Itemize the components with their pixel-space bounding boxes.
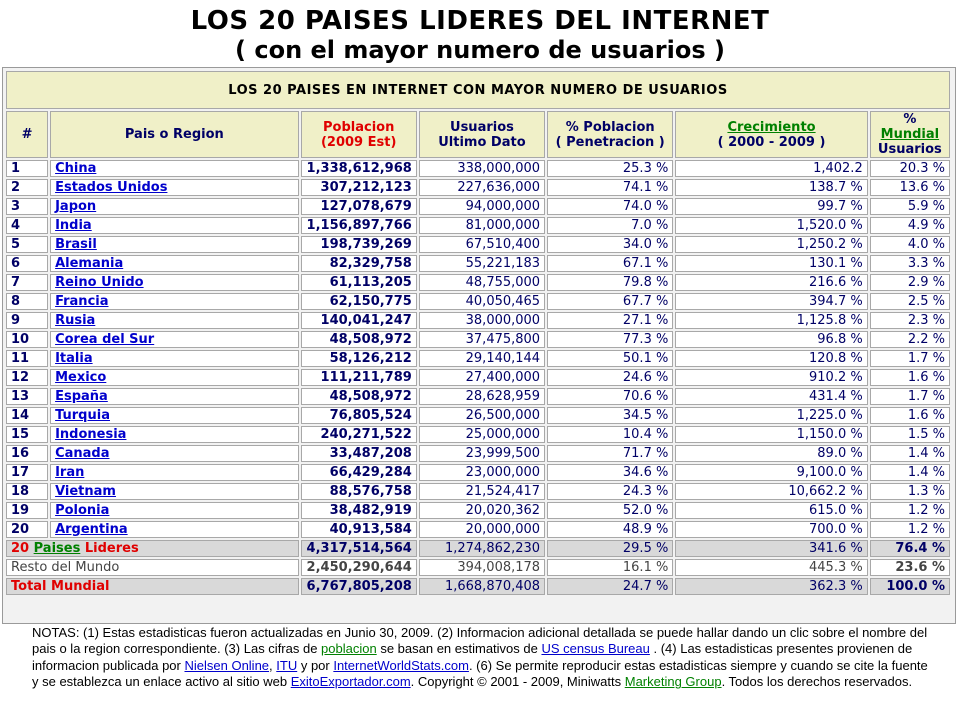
country-cell bbox=[50, 274, 299, 291]
internetworldstats-link[interactable]: InternetWorldStats.com bbox=[333, 657, 469, 673]
growth-cell: 1,520.0 % bbox=[675, 217, 867, 234]
table-row bbox=[6, 160, 950, 177]
table-row bbox=[6, 388, 950, 405]
growth-cell: 431.4 % bbox=[675, 388, 867, 405]
population-cell: 33,487,208 bbox=[301, 445, 417, 462]
population-cell: 240,271,522 bbox=[301, 426, 417, 443]
users-cell: 338,000,000 bbox=[419, 160, 545, 177]
table-row bbox=[6, 369, 950, 386]
world-share-cell: 1.3 % bbox=[870, 483, 950, 500]
population-cell: 40,913,584 bbox=[301, 521, 417, 538]
users-cell: 23,000,000 bbox=[419, 464, 545, 481]
country-link[interactable]: Iran bbox=[55, 465, 85, 480]
country-cell bbox=[50, 236, 299, 253]
notes-paragraph: NOTAS: (1) Estas estadisticas fueron actualizadas en Junio 30, 2009. (2) Informacion adicional detallada se puede hallar dando un clic sobre el nombre del pais o la region correspondiente. (3) Las cifras de poblacion se basan en estimativos de US census Bureau . (4) Las estadisticas presentes provienen de informacion publicada por Nielsen Online, ITU y por InternetWorldStats.com. (6) Se permite reproducir estas estadisticas siempre y cuando se cite la fuente y se establezca un enlace activo al sitio web ExitoExportador.com. Copyright © 2001 - 2009, Miniwatts Marketing Group. Todos los derechos reservados. bbox=[32, 625, 928, 690]
table-header-row bbox=[6, 111, 950, 158]
country-cell bbox=[50, 217, 299, 234]
header-population: Poblacion (2009 Est) bbox=[301, 111, 417, 158]
country-cell bbox=[50, 179, 299, 196]
world-share-cell: 1.7 % bbox=[870, 388, 950, 405]
penetration-cell: 74.0 % bbox=[547, 198, 673, 215]
table-row bbox=[6, 521, 950, 538]
table-banner: LOS 20 PAISES EN INTERNET CON MAYOR NUMERO DE USUARIOS bbox=[6, 71, 950, 109]
total-penetration: 24.7 % bbox=[547, 578, 673, 595]
world-share-cell: 2.3 % bbox=[870, 312, 950, 329]
table-row bbox=[6, 350, 950, 367]
users-cell: 25,000,000 bbox=[419, 426, 545, 443]
population-cell: 62,150,775 bbox=[301, 293, 417, 310]
users-cell: 227,636,000 bbox=[419, 179, 545, 196]
country-link[interactable]: Canada bbox=[55, 446, 110, 461]
header-users: Usuarios Ultimo Dato bbox=[419, 111, 545, 158]
users-cell: 27,400,000 bbox=[419, 369, 545, 386]
country-cell bbox=[50, 369, 299, 386]
population-cell: 198,739,269 bbox=[301, 236, 417, 253]
header-rank: # bbox=[6, 111, 48, 158]
growth-cell: 1,225.0 % bbox=[675, 407, 867, 424]
table-row bbox=[6, 407, 950, 424]
rank-cell: 1 bbox=[6, 160, 48, 177]
rank-cell: 5 bbox=[6, 236, 48, 253]
table-row bbox=[6, 179, 950, 196]
marketing-group-link[interactable]: Marketing Group bbox=[624, 674, 722, 690]
penetration-cell: 27.1 % bbox=[547, 312, 673, 329]
header-country: Pais o Region bbox=[50, 111, 299, 158]
users-cell: 29,140,144 bbox=[419, 350, 545, 367]
population-cell: 307,212,123 bbox=[301, 179, 417, 196]
itu-link[interactable]: ITU bbox=[276, 657, 298, 673]
penetration-cell: 71.7 % bbox=[547, 445, 673, 462]
country-cell bbox=[50, 445, 299, 462]
table-row bbox=[6, 312, 950, 329]
country-cell bbox=[50, 521, 299, 538]
country-cell bbox=[50, 293, 299, 310]
growth-cell: 99.7 % bbox=[675, 198, 867, 215]
country-link[interactable]: Alemania bbox=[55, 256, 124, 271]
population-cell: 76,805,524 bbox=[301, 407, 417, 424]
users-cell: 94,000,000 bbox=[419, 198, 545, 215]
rank-cell: 18 bbox=[6, 483, 48, 500]
population-cell: 127,078,679 bbox=[301, 198, 417, 215]
rank-cell: 12 bbox=[6, 369, 48, 386]
population-cell: 88,576,758 bbox=[301, 483, 417, 500]
country-link[interactable]: China bbox=[55, 161, 97, 176]
rank-cell: 16 bbox=[6, 445, 48, 462]
country-link[interactable]: Turquia bbox=[55, 408, 110, 423]
country-link[interactable]: Francia bbox=[55, 294, 109, 309]
leaders-growth: 341.6 % bbox=[675, 540, 867, 557]
growth-cell: 1,150.0 % bbox=[675, 426, 867, 443]
users-cell: 28,628,959 bbox=[419, 388, 545, 405]
country-cell bbox=[50, 464, 299, 481]
population-cell: 48,508,972 bbox=[301, 388, 417, 405]
rank-cell: 3 bbox=[6, 198, 48, 215]
world-link[interactable]: Mundial bbox=[880, 127, 940, 142]
users-cell: 38,000,000 bbox=[419, 312, 545, 329]
table-row bbox=[6, 445, 950, 462]
rest-label: Resto del Mundo bbox=[6, 559, 299, 576]
population-cell: 58,126,212 bbox=[301, 350, 417, 367]
rest-users: 394,008,178 bbox=[419, 559, 545, 576]
table-row bbox=[6, 502, 950, 519]
world-share-cell: 1.2 % bbox=[870, 502, 950, 519]
world-share-cell: 1.2 % bbox=[870, 521, 950, 538]
total-users: 1,668,870,408 bbox=[419, 578, 545, 595]
leaders-penetration: 29.5 % bbox=[547, 540, 673, 557]
penetration-cell: 24.3 % bbox=[547, 483, 673, 500]
table-row bbox=[6, 293, 950, 310]
country-cell bbox=[50, 350, 299, 367]
table-row bbox=[6, 426, 950, 443]
country-link[interactable]: Brasil bbox=[55, 237, 97, 252]
country-cell bbox=[50, 388, 299, 405]
world-share-cell: 4.9 % bbox=[870, 217, 950, 234]
table-row bbox=[6, 483, 950, 500]
penetration-cell: 70.6 % bbox=[547, 388, 673, 405]
growth-cell: 394.7 % bbox=[675, 293, 867, 310]
header-growth: Crecimiento ( 2000 - 2009 ) bbox=[675, 111, 867, 158]
world-share-cell: 2.5 % bbox=[870, 293, 950, 310]
paises-link[interactable]: Paises bbox=[33, 541, 81, 556]
table-row bbox=[6, 236, 950, 253]
rank-cell: 8 bbox=[6, 293, 48, 310]
country-link[interactable]: Corea del Sur bbox=[55, 332, 155, 347]
world-share-cell: 1.6 % bbox=[870, 407, 950, 424]
penetration-cell: 77.3 % bbox=[547, 331, 673, 348]
users-cell: 23,999,500 bbox=[419, 445, 545, 462]
users-cell: 40,050,465 bbox=[419, 293, 545, 310]
penetration-cell: 34.5 % bbox=[547, 407, 673, 424]
country-link[interactable]: España bbox=[55, 389, 108, 404]
population-cell: 38,482,919 bbox=[301, 502, 417, 519]
country-link[interactable]: Italia bbox=[55, 351, 93, 366]
table-row bbox=[6, 198, 950, 215]
rank-cell: 19 bbox=[6, 502, 48, 519]
growth-cell: 138.7 % bbox=[675, 179, 867, 196]
users-cell: 20,000,000 bbox=[419, 521, 545, 538]
world-share-cell: 1.5 % bbox=[870, 426, 950, 443]
rank-cell: 10 bbox=[6, 331, 48, 348]
penetration-cell: 74.1 % bbox=[547, 179, 673, 196]
country-link[interactable]: Mexico bbox=[55, 370, 107, 385]
users-cell: 21,524,417 bbox=[419, 483, 545, 500]
country-link[interactable]: Vietnam bbox=[55, 484, 116, 499]
rank-cell: 14 bbox=[6, 407, 48, 424]
population-cell: 61,113,205 bbox=[301, 274, 417, 291]
table-row bbox=[6, 464, 950, 481]
leaders-label: 20 Paises Lideres bbox=[6, 540, 299, 557]
world-share-cell: 20.3 % bbox=[870, 160, 950, 177]
rank-cell: 11 bbox=[6, 350, 48, 367]
poblacion-link[interactable]: poblacion bbox=[321, 641, 377, 657]
world-share-cell: 1.7 % bbox=[870, 350, 950, 367]
country-cell bbox=[50, 407, 299, 424]
total-growth: 362.3 % bbox=[675, 578, 867, 595]
rank-cell: 20 bbox=[6, 521, 48, 538]
population-cell: 111,211,789 bbox=[301, 369, 417, 386]
table-row bbox=[6, 217, 950, 234]
rank-cell: 17 bbox=[6, 464, 48, 481]
rest-penetration: 16.1 % bbox=[547, 559, 673, 576]
growth-cell: 1,125.8 % bbox=[675, 312, 867, 329]
penetration-cell: 34.6 % bbox=[547, 464, 673, 481]
title-line-2: ( con el mayor numero de usuarios ) bbox=[235, 36, 725, 64]
rank-cell: 2 bbox=[6, 179, 48, 196]
growth-cell: 120.8 % bbox=[675, 350, 867, 367]
growth-cell: 910.2 % bbox=[675, 369, 867, 386]
title-line-1: LOS 20 PAISES LIDERES DEL INTERNET bbox=[190, 6, 770, 36]
rest-population: 2,450,290,644 bbox=[301, 559, 417, 576]
world-total-row bbox=[6, 578, 950, 595]
penetration-cell: 48.9 % bbox=[547, 521, 673, 538]
country-link[interactable]: Polonia bbox=[55, 503, 110, 518]
penetration-cell: 79.8 % bbox=[547, 274, 673, 291]
penetration-cell: 52.0 % bbox=[547, 502, 673, 519]
world-share-cell: 2.9 % bbox=[870, 274, 950, 291]
stats-table-frame bbox=[2, 67, 956, 624]
country-cell bbox=[50, 483, 299, 500]
country-link[interactable]: Argentina bbox=[55, 522, 128, 537]
header-penetration: % Poblacion ( Penetracion ) bbox=[547, 111, 673, 158]
growth-cell: 216.6 % bbox=[675, 274, 867, 291]
population-cell: 1,338,612,968 bbox=[301, 160, 417, 177]
table-row bbox=[6, 331, 950, 348]
rank-cell: 9 bbox=[6, 312, 48, 329]
total-label: Total Mundial bbox=[6, 578, 299, 595]
rank-cell: 13 bbox=[6, 388, 48, 405]
penetration-cell: 50.1 % bbox=[547, 350, 673, 367]
users-cell: 20,020,362 bbox=[419, 502, 545, 519]
rest-world: 23.6 % bbox=[870, 559, 950, 576]
users-cell: 37,475,800 bbox=[419, 331, 545, 348]
rest-growth: 445.3 % bbox=[675, 559, 867, 576]
country-cell bbox=[50, 426, 299, 443]
growth-cell: 1,402.2 bbox=[675, 160, 867, 177]
penetration-cell: 34.0 % bbox=[547, 236, 673, 253]
penetration-cell: 25.3 % bbox=[547, 160, 673, 177]
world-share-cell: 4.0 % bbox=[870, 236, 950, 253]
exitoexportador-link[interactable]: ExitoExportador.com bbox=[290, 674, 411, 690]
rank-cell: 4 bbox=[6, 217, 48, 234]
country-cell bbox=[50, 331, 299, 348]
rank-cell: 7 bbox=[6, 274, 48, 291]
population-cell: 82,329,758 bbox=[301, 255, 417, 272]
country-link[interactable]: Estados Unidos bbox=[55, 180, 168, 195]
leaders-world: 76.4 % bbox=[870, 540, 950, 557]
leaders-population: 4,317,514,564 bbox=[301, 540, 417, 557]
users-cell: 48,755,000 bbox=[419, 274, 545, 291]
total-world: 100.0 % bbox=[870, 578, 950, 595]
users-cell: 81,000,000 bbox=[419, 217, 545, 234]
penetration-cell: 24.6 % bbox=[547, 369, 673, 386]
growth-cell: 9,100.0 % bbox=[675, 464, 867, 481]
penetration-cell: 7.0 % bbox=[547, 217, 673, 234]
country-cell bbox=[50, 312, 299, 329]
world-share-cell: 13.6 % bbox=[870, 179, 950, 196]
rank-cell: 15 bbox=[6, 426, 48, 443]
penetration-cell: 67.1 % bbox=[547, 255, 673, 272]
header-world-share: % Mundial Usuarios bbox=[870, 111, 950, 158]
users-cell: 67,510,400 bbox=[419, 236, 545, 253]
growth-cell: 96.8 % bbox=[675, 331, 867, 348]
penetration-cell: 67.7 % bbox=[547, 293, 673, 310]
population-cell: 140,041,247 bbox=[301, 312, 417, 329]
world-share-cell: 2.2 % bbox=[870, 331, 950, 348]
total-population: 6,767,805,208 bbox=[301, 578, 417, 595]
leaders-users: 1,274,862,230 bbox=[419, 540, 545, 557]
leaders-summary-row bbox=[6, 540, 950, 557]
world-share-cell: 3.3 % bbox=[870, 255, 950, 272]
country-link[interactable]: Reino Unido bbox=[55, 275, 144, 290]
growth-link[interactable]: Crecimiento bbox=[727, 119, 816, 135]
world-share-cell: 5.9 % bbox=[870, 198, 950, 215]
rank-cell: 6 bbox=[6, 255, 48, 272]
growth-cell: 130.1 % bbox=[675, 255, 867, 272]
users-cell: 26,500,000 bbox=[419, 407, 545, 424]
growth-cell: 1,250.2 % bbox=[675, 236, 867, 253]
table-row bbox=[6, 274, 950, 291]
growth-cell: 10,662.2 % bbox=[675, 483, 867, 500]
country-link[interactable]: Indonesia bbox=[55, 427, 127, 442]
world-share-cell: 1.6 % bbox=[870, 369, 950, 386]
world-share-cell: 1.4 % bbox=[870, 445, 950, 462]
growth-cell: 700.0 % bbox=[675, 521, 867, 538]
country-link[interactable]: Rusia bbox=[55, 313, 96, 328]
country-cell bbox=[50, 198, 299, 215]
nielsen-link[interactable]: Nielsen Online bbox=[184, 657, 270, 673]
table-row bbox=[6, 255, 950, 272]
rest-of-world-row bbox=[6, 559, 950, 576]
country-cell bbox=[50, 255, 299, 272]
country-link[interactable]: India bbox=[55, 218, 92, 233]
users-cell: 55,221,183 bbox=[419, 255, 545, 272]
us-census-link[interactable]: US census Bureau bbox=[541, 641, 650, 657]
population-cell: 66,429,284 bbox=[301, 464, 417, 481]
stats-table bbox=[4, 69, 952, 597]
country-link[interactable]: Japon bbox=[55, 199, 97, 214]
slide-title bbox=[0, 6, 960, 64]
world-share-cell: 1.4 % bbox=[870, 464, 950, 481]
population-cell: 48,508,972 bbox=[301, 331, 417, 348]
penetration-cell: 10.4 % bbox=[547, 426, 673, 443]
population-cell: 1,156,897,766 bbox=[301, 217, 417, 234]
country-rows bbox=[6, 160, 950, 538]
growth-cell: 89.0 % bbox=[675, 445, 867, 462]
country-cell bbox=[50, 502, 299, 519]
growth-cell: 615.0 % bbox=[675, 502, 867, 519]
country-cell bbox=[50, 160, 299, 177]
